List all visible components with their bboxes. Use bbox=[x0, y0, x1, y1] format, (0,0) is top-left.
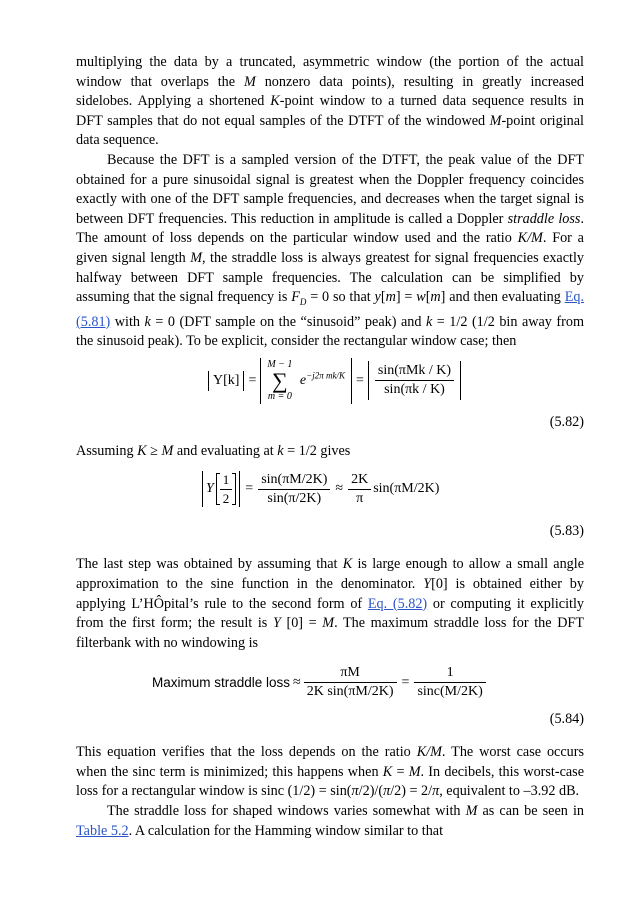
text: = bbox=[392, 763, 409, 780]
fraction-denominator: sinc(M/2K) bbox=[417, 684, 483, 700]
text: = 0 so that bbox=[306, 289, 375, 306]
math-var: k bbox=[144, 313, 151, 330]
fraction-numerator: sin(πMk / K) bbox=[375, 363, 454, 381]
equation-number: (5.83) bbox=[549, 523, 584, 540]
math-var: K bbox=[342, 556, 353, 573]
text: is large enough to allow a small angle approximation to the sine function in the denominator. bbox=[76, 556, 585, 592]
text: The straddle loss for shaped windows varies somewhat with bbox=[107, 803, 466, 820]
eq-ratio-abs bbox=[368, 361, 461, 400]
fraction-denominator: 2 bbox=[222, 490, 230, 506]
eq-label: Maximum straddle loss bbox=[152, 675, 291, 691]
math-var: M bbox=[322, 615, 335, 632]
eq-tail: sin(πM/2K) bbox=[373, 481, 440, 497]
math-var: K bbox=[382, 763, 393, 780]
text: The last step was obtained by assuming that bbox=[76, 556, 343, 573]
text: This equation verifies that the loss depends on the ratio bbox=[76, 744, 417, 761]
fraction-numerator: sin(πM/2K) bbox=[258, 472, 330, 490]
text: /2)/( bbox=[358, 783, 384, 800]
text: nonzero data points), resulting in greatly increased sidelobes. Applying a shortened bbox=[76, 73, 585, 110]
math-var: M bbox=[465, 803, 478, 820]
page-body bbox=[76, 53, 584, 841]
fraction-denominator: sin(π/2K) bbox=[267, 490, 322, 506]
math-var: π bbox=[383, 783, 391, 800]
text: ] and then evaluating bbox=[440, 289, 565, 306]
text: with bbox=[110, 313, 145, 330]
exp-base: e bbox=[299, 372, 307, 388]
eq-fraction-2 bbox=[348, 472, 371, 507]
math-var: k bbox=[425, 313, 433, 330]
eq-5-82-link[interactable]: Eq. (5.82) bbox=[367, 595, 428, 612]
table-5-2-link[interactable]: Table 5.2 bbox=[76, 822, 129, 839]
math-var: m bbox=[430, 289, 441, 306]
math-var: y bbox=[374, 289, 381, 306]
equation-5-84 bbox=[76, 653, 584, 737]
sum-lower-limit: m = 0 bbox=[267, 390, 292, 402]
text: [0] is obtained either by applying L’HÔpital’s rule to the second form of bbox=[76, 575, 584, 612]
text: Because the DFT is a sampled version of the DTFT, the peak value of the DFT obtained for a pure sinusoidal signal is greatest when the Doppler frequency coincides exactly with one of the DFT sample frequencies, and decreases when the target signal is between DFT frequencies. This reduction in amplitude is called a Doppler bbox=[76, 151, 584, 227]
sum-upper-limit: M − 1 bbox=[267, 358, 293, 370]
equation-5-83 bbox=[76, 461, 584, 549]
paragraph-3 bbox=[76, 442, 584, 462]
fraction-numerator: 2K bbox=[348, 472, 371, 490]
math-var: Y bbox=[423, 575, 432, 592]
math-var: m bbox=[385, 289, 396, 306]
eq-fraction bbox=[375, 363, 454, 398]
text: . The worst case occurs when the sinc term is minimized; this happens when bbox=[76, 744, 584, 780]
sum-symbol: M − 1 ∑ m = 0 bbox=[267, 358, 293, 402]
text: . The maximum straddle loss for the DFT filterbank with no windowing is bbox=[76, 615, 584, 651]
fraction-denominator: sin(πk / K) bbox=[384, 382, 445, 398]
text: -point original data sequence. bbox=[76, 112, 584, 149]
math-var: π bbox=[351, 783, 359, 800]
paragraph-2 bbox=[76, 151, 584, 352]
math-var: k bbox=[277, 442, 284, 459]
math-var: M bbox=[408, 763, 421, 780]
equation-5-82 bbox=[76, 352, 584, 442]
math-var: K/M bbox=[517, 230, 543, 247]
text: . A calculation for the Hamming window similar to that bbox=[128, 822, 444, 839]
math-var: M bbox=[190, 249, 203, 266]
eq-fraction-1 bbox=[304, 665, 397, 700]
text: , equivalent to –3.92 dB. bbox=[439, 783, 580, 800]
equation-number: (5.84) bbox=[549, 711, 584, 728]
text: . In decibels, this worst-case loss for a rectangular window is sinc (1/2) = sin( bbox=[76, 763, 584, 800]
equation-5-84-body: Maximum straddle loss ≈ $\frac{\pi M}{\text{2K sin(πM/2K)}}$ = $\frac{1}{\sin c(M/2K)}$ bbox=[152, 665, 486, 700]
math-var: M bbox=[243, 73, 256, 90]
math-var: K/M bbox=[416, 744, 442, 761]
paragraph-4 bbox=[76, 555, 584, 653]
fraction-denominator: π bbox=[356, 490, 364, 506]
text: /2) = 2/ bbox=[390, 783, 433, 800]
eq-sum-abs bbox=[260, 358, 352, 404]
math-var: M bbox=[489, 112, 502, 129]
math-var: F bbox=[291, 289, 300, 306]
eq-fraction-1 bbox=[258, 472, 330, 507]
text: multiplying the data by a truncated, asymmetric window (the portion of the actual window that overlaps the bbox=[76, 54, 584, 90]
math-sub: D bbox=[299, 296, 307, 307]
math-var: Y bbox=[272, 615, 281, 632]
term-straddle-loss: straddle loss bbox=[507, 210, 581, 227]
text: [ bbox=[380, 289, 386, 306]
text: ≥ bbox=[146, 442, 162, 459]
paragraph-6 bbox=[76, 802, 584, 841]
fraction-numerator: 1 bbox=[220, 472, 233, 490]
eq-lhs bbox=[208, 371, 244, 391]
text: Assuming bbox=[76, 442, 138, 459]
text: = 1/2 (1/2 bin away from the sinusoid peak). To be explicit, consider the rectangular window case; then bbox=[76, 313, 584, 350]
equation-number: (5.82) bbox=[549, 413, 584, 430]
text: . For a given signal length bbox=[76, 230, 584, 266]
text: as can be seen in bbox=[477, 803, 584, 820]
math-var: K bbox=[270, 93, 280, 110]
eq-lhs-text: Y[k] bbox=[213, 372, 240, 388]
math-var: w bbox=[416, 289, 426, 306]
fraction-numerator: πM bbox=[304, 665, 397, 683]
eq-5-81-link[interactable]: Eq. (5.81) bbox=[76, 289, 585, 330]
exp-power: −j2π mk/K bbox=[306, 370, 345, 381]
fraction-denominator: 2K sin(πM/2K) bbox=[306, 684, 394, 700]
equation-5-82-body: Y[k] = M − 1 ∑ m = 0 $e^{-j2\pi mk/K}$ = $\frac{\text{sin(πMk / K)}}{\sin(\pi k / K)}$ bbox=[208, 358, 461, 404]
text: ] = bbox=[395, 289, 417, 306]
eq-fraction-2 bbox=[414, 665, 485, 700]
eq-Y: Y bbox=[206, 481, 214, 497]
fraction-numerator: 1 bbox=[414, 665, 485, 683]
text: , the straddle loss is always greatest for signal frequencies exactly halfway between DFT sample frequencies. The calculation can be simplified by assuming that the signal frequency is bbox=[76, 249, 584, 306]
text: = 0 (DFT sample on the “sinusoid” peak) and bbox=[150, 313, 426, 330]
equation-5-83-body: Y $\frac{1}{2}$ = $\frac{\sin(\pi M/2K)}{\sin(\pi/2K)}$ ≈ $\frac{2K}{\pi}$ sin(πM/2K) bbox=[202, 471, 439, 507]
half-fraction bbox=[220, 472, 233, 507]
text: or computing it explicitly from the first form; the result is bbox=[76, 595, 585, 632]
text: [0] = bbox=[280, 615, 323, 632]
paragraph-1 bbox=[76, 53, 584, 151]
math-var: M bbox=[161, 442, 174, 459]
text: -point window to a turned data sequence results in DFT samples that do not equal samples of the DTFT of the windowed bbox=[76, 93, 584, 129]
math-var: π bbox=[432, 783, 440, 800]
paragraph-5 bbox=[76, 743, 584, 802]
text: [ bbox=[425, 289, 431, 306]
math-var: K bbox=[137, 442, 147, 459]
text: . The amount of loss depends on the particular window used and the ratio bbox=[76, 210, 584, 247]
text: = 1/2 gives bbox=[283, 442, 351, 459]
text: and evaluating at bbox=[173, 442, 278, 459]
